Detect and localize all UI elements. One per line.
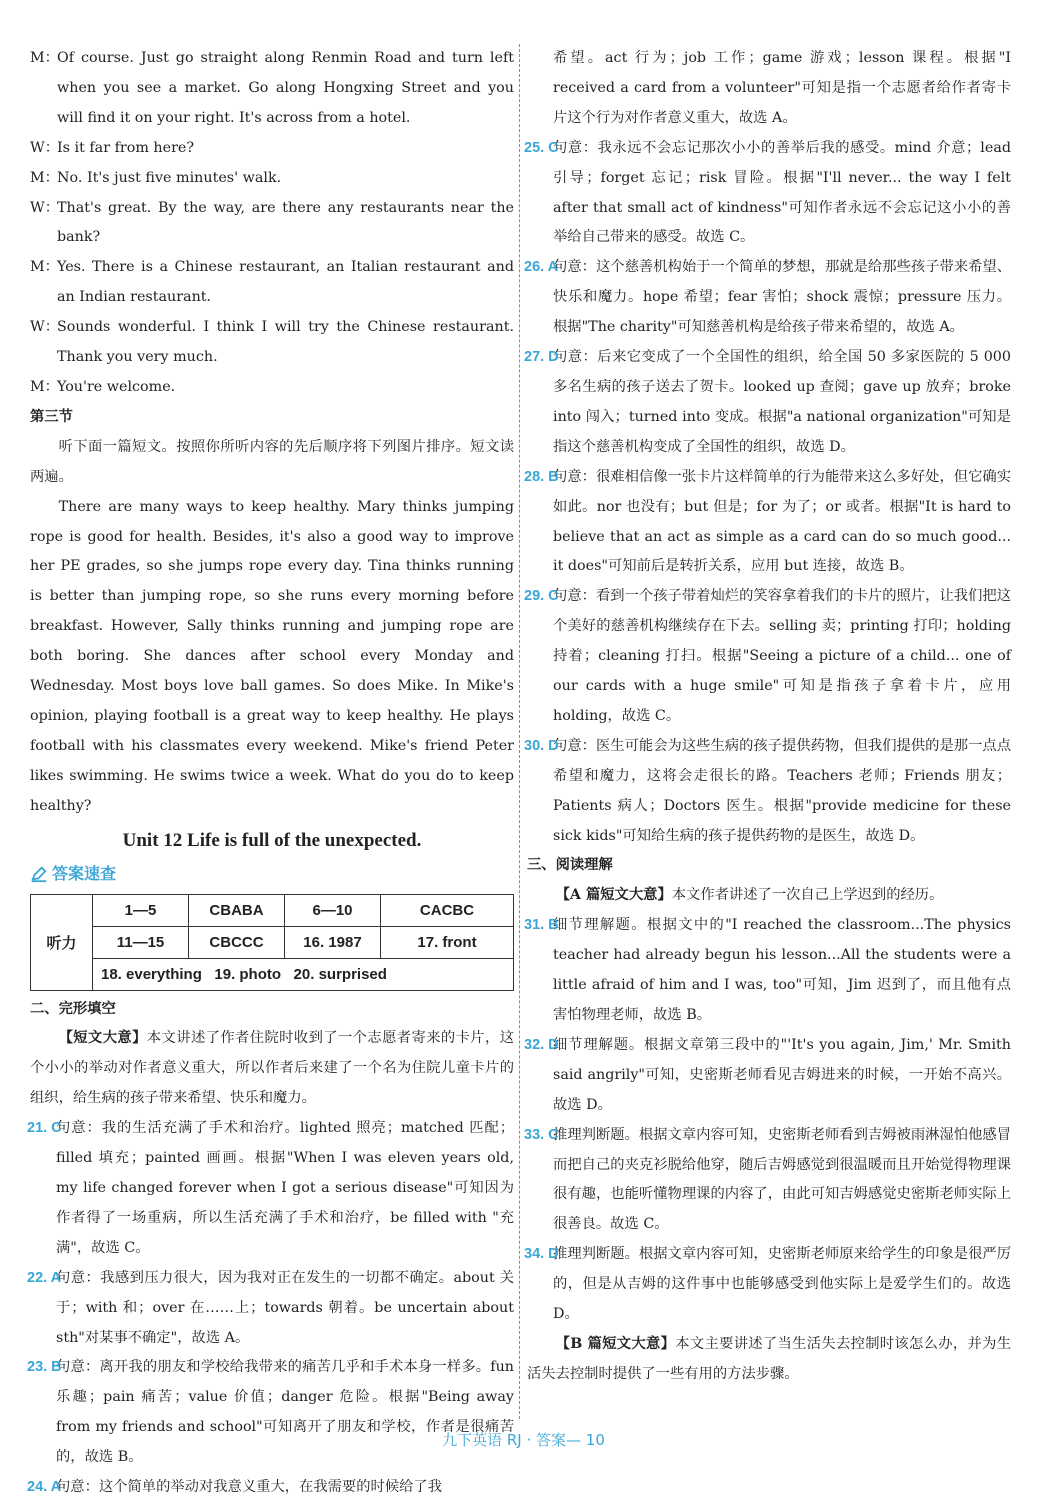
left-column [27, 44, 515, 1503]
passage-a-summary: 【A 篇短文大意】本文作者讲述了一次自己上学迟到的经历。 [555, 887, 944, 904]
table-cell: CBABA [189, 894, 285, 926]
dialogue [30, 44, 514, 403]
dialogue-line: M： No. It's just five minutes' walk. [30, 164, 514, 194]
unit-title: Unit 12 Life is full of the unexpected. [122, 829, 422, 851]
table-cell: 18. everything 19. photo 20. surprised [93, 958, 514, 990]
item-number: 34. D [524, 1246, 559, 1263]
answer-continuation: 希望。act 行为；job 工作；game 游戏；lesson 课程。根据"I received a card from a volunteer"可知是指一个志愿者给作者寄卡片这个行为对作者意义重大，故选 A。 [553, 50, 1011, 126]
item-number: 32. D [524, 1036, 559, 1053]
answer-item: 25. C 句意：我永远不会忘记那次小小的善举后我的感受。mind 介意；lead 引导；forget 忘记；risk 冒险。根据"I'll never... the way I felt after that small act of kindness"可知作者永远不会忘记这小小的善举给自己带来的感受。故选 C。 [527, 134, 1011, 254]
table-cell: 6—10 [285, 894, 381, 926]
item-number: 28. B [524, 468, 559, 485]
table-row [31, 926, 514, 958]
listening-passage: There are many ways to keep healthy. Mary thinks jumping rope is good for health. Besides, it's also a good way to improve her PE grades, so she jumps rope every day. Tina thinks running is better than jumping rope, so she runs every morning before breakfast. However, Sally thinks running and jumping rope are both boring. She dances after school every Monday and Wednesday. Most boys love ball games. So does Mike. In Mike's opinion, playing football is a great way to keep healthy. He plays football with his classmates every weekend. Mike's friend Peter likes swimming. He swims twice a week. What do you do to keep healthy? [30, 498, 514, 814]
answer-table [30, 894, 514, 991]
speaker: W： [30, 139, 59, 156]
item-number: 31. B [524, 917, 559, 934]
section-heading: 第三节 [30, 408, 73, 425]
answer-item: 22. A 句意：我感到压力很大，因为我对正在发生的一切都不确定。about 关于；with 和；over 在……上；towards 朝着。be uncertain about sth"对某事不确定"，故选 A。 [30, 1264, 514, 1354]
table-row [31, 958, 514, 990]
speaker: W： [30, 319, 59, 336]
quick-check-heading: 答案速查 [30, 860, 514, 888]
answer-item: 23. B 句意：离开我的朋友和学校给我带来的痛苦几乎和手术本身一样多。fun 乐趣；pain 痛苦；value 价值；danger 危险。根据"Being away from my friends and school"可知离开了朋友和学校，作者是很痛苦的，故选 B。 [30, 1353, 514, 1473]
table-cell: CBCCC [189, 926, 285, 958]
dialogue-line: W： That's great. By the way, are there any restaurants near the bank? [30, 194, 514, 254]
item-number: 26. A [524, 259, 559, 276]
speaker: M： [30, 169, 59, 186]
answer-item: 30. D 句意：医生可能会为这些生病的孩子提供药物，但我们提供的是那一点点希望和魔力，这将会走很长的路。Teachers 老师；Friends 朋友；Patients 病人；Doctors 医生。根据"provide medicine for these sick kids"可知给生病的孩子提供药物的是医生，故选 D。 [527, 732, 1011, 852]
table-cell: 11—15 [93, 926, 189, 958]
item-number: 29. C [524, 588, 559, 605]
speaker: M： [30, 50, 59, 66]
cloze-summary: 【短文大意】本文讲述了作者住院时收到了一个志愿者寄来的卡片，这个小小的举动对作者意义重大，所以作者后来建了一个名为住院儿童卡片的组织，给生病的孩子带来希望、快乐和魔力。 [30, 1030, 515, 1107]
passage-b-summary: 【B 篇短文大意】本文主要讲述了当生活失去控制时该怎么办，并为生活失去控制时提供了一些有用的方法步骤。 [527, 1335, 1011, 1382]
item-number: 22. A [27, 1269, 62, 1286]
item-number: 24. A [27, 1479, 62, 1496]
dialogue-line: M： Of course. Just go straight along Renmin Road and turn left when you see a market. Go along Hongxing Street and you will find it on your right. It's across from a hotel. [30, 44, 514, 134]
page-footer: 九下英语 RJ · 答案— 10 [442, 1431, 605, 1449]
section-instruction: 听下面一篇短文。按照你所听内容的先后顺序将下列图片排序。短文读两遍。 [30, 438, 514, 485]
answer-item: 34. D 推理判断题。根据文章内容可知，史密斯老师原来给学生的印象是很严厉的，但是从吉姆的这件事中也能够感受到他实际上是爱学生们的。故选 D。 [527, 1240, 1011, 1330]
table-cell: 17. front [381, 926, 514, 958]
right-column [524, 44, 1011, 1390]
item-number: 23. B [27, 1359, 62, 1376]
item-number: 33. C [524, 1126, 559, 1143]
dialogue-line: M： You're welcome. [30, 373, 514, 403]
speaker: W： [30, 199, 59, 216]
answer-item: 31. B 细节理解题。根据文中的"I reached the classroom...The physics teacher had already begun his lesson...All the students were a little afraid of him and I was, too"可知，Jim 迟到了，而且他有点害怕物理老师，故选 B。 [527, 911, 1011, 1031]
answer-item: 28. B 句意：很难相信像一张卡片这样简单的行为能带来这么多好处，但它确实如此。nor 也没有；but 但是；for 为了；or 或者。根据"It is hard to believe that an act as simple as a card can do so much good... it does"可知前后是转折关系，应用 but 连接，故选 B。 [527, 463, 1011, 583]
item-number: 30. D [524, 737, 559, 754]
table-row [31, 894, 514, 926]
speaker: M： [30, 259, 59, 276]
answer-item: 21. C 句意：我的生活充满了手术和治疗。lighted 照亮；matched 匹配；filled 填充；painted 画画。根据"When I was eleven years old, my life changed forever when I got a serious disease"可知因为作者得了一场重病，所以生活充满了手术和治疗，be filled with "充满"，故选 C。 [30, 1114, 514, 1264]
speaker: M： [30, 378, 59, 395]
table-cell: 1—5 [93, 894, 189, 926]
dialogue-line: W： Sounds wonderful. I think I will try the Chinese restaurant. Thank you very much. [30, 313, 514, 373]
answer-item: 29. C 句意：看到一个孩子带着灿烂的笑容拿着我们的卡片的照片，让我们把这个美好的慈善机构继续存在下去。selling 卖；printing 打印；holding 持着；cleaning 打扫。根据"Seeing a picture of a child... one of our cards with a huge smile"可知是指孩子拿着卡片，应用 holding，故选 C。 [527, 582, 1011, 732]
column-divider [519, 44, 520, 1419]
table-cell: CACBC [381, 894, 514, 926]
item-number: 27. D [524, 349, 559, 366]
cloze-heading: 二、完形填空 [30, 1000, 116, 1017]
pencil-icon [30, 865, 48, 883]
table-cell: 16. 1987 [285, 926, 381, 958]
answer-item: 24. A 句意：这个简单的举动对我意义重大，在我需要的时候给了我 [30, 1473, 514, 1503]
table-label: 听力 [31, 894, 93, 990]
answer-item: 27. D 句意：后来它变成了一个全国性的组织，给全国 50 多家医院的 5 000 多名生病的孩子送去了贺卡。looked up 查阅；gave up 放弃；broke into 闯入；turned into 变成。根据"a national organization"可知是指这个慈善机构变成了全国性的组织，故选 D。 [527, 343, 1011, 463]
item-number: 25. C [524, 139, 559, 156]
item-number: 21. C [27, 1120, 62, 1137]
answer-item: 26. A 句意：这个慈善机构始于一个简单的梦想，那就是给那些孩子带来希望、快乐和魔力。hope 希望；fear 害怕；shock 震惊；pressure 压力。根据"The charity"可知慈善机构是给孩子带来希望的，故选 A。 [527, 253, 1011, 343]
answer-item: 32. D 细节理解题。根据文章第三段中的"'It's you again, Jim,' Mr. Smith said angrily"可知，史密斯老师看见吉姆进来的时候，一开始不高兴。故选 D。 [527, 1031, 1011, 1121]
dialogue-line: M： Yes. There is a Chinese restaurant, an Italian restaurant and an Indian restaurant. [30, 253, 514, 313]
dialogue-line: W： Is it far from here? [30, 134, 514, 164]
answer-item: 33. C 推理判断题。根据文章内容可知，史密斯老师看到吉姆被雨淋湿怕他感冒而把自己的夹克衫脱给他穿，随后吉姆感觉到很温暖而且开始觉得物理课很有趣，也能听懂物理课的内容了，由此可知吉姆感觉史密斯老师实际上很善良。故选 C。 [527, 1121, 1011, 1241]
reading-heading: 三、阅读理解 [527, 857, 613, 874]
